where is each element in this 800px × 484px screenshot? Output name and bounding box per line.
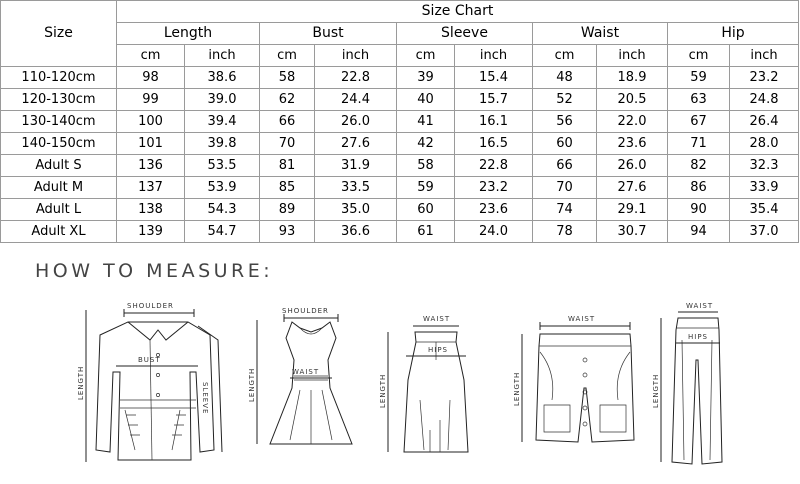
value-cell: 66: [260, 111, 315, 133]
value-cell: 58: [260, 67, 315, 89]
value-cell: 81: [260, 155, 315, 177]
unit-header: inch: [597, 45, 668, 67]
size-cell: Adult XL: [1, 221, 117, 243]
value-cell: 22.8: [455, 155, 533, 177]
shoulder-label: SHOULDER: [282, 307, 329, 315]
group-header: Sleeve: [397, 23, 533, 45]
pants-icon: [652, 302, 722, 464]
value-cell: 36.6: [315, 221, 397, 243]
value-cell: 66: [533, 155, 597, 177]
value-cell: 15.7: [455, 89, 533, 111]
value-cell: 48: [533, 67, 597, 89]
value-cell: 24.8: [730, 89, 799, 111]
value-cell: 85: [260, 177, 315, 199]
value-cell: 70: [260, 133, 315, 155]
value-cell: 33.9: [730, 177, 799, 199]
shoulder-label: SHOULDER: [127, 302, 174, 310]
unit-header: inch: [315, 45, 397, 67]
size-cell: Adult M: [1, 177, 117, 199]
value-cell: 24.4: [315, 89, 397, 111]
value-cell: 61: [397, 221, 455, 243]
how-to-measure-title: HOW TO MEASURE:: [35, 260, 274, 282]
skirt-icon: [379, 315, 468, 452]
dress-icon: [248, 307, 352, 444]
value-cell: 59: [397, 177, 455, 199]
value-cell: 16.5: [455, 133, 533, 155]
value-cell: 93: [260, 221, 315, 243]
value-cell: 30.7: [597, 221, 668, 243]
value-cell: 39.8: [185, 133, 260, 155]
value-cell: 29.1: [597, 199, 668, 221]
value-cell: 54.3: [185, 199, 260, 221]
value-cell: 39.0: [185, 89, 260, 111]
value-cell: 82: [668, 155, 730, 177]
value-cell: 139: [117, 221, 185, 243]
value-cell: 89: [260, 199, 315, 221]
value-cell: 33.5: [315, 177, 397, 199]
length-label: LENGTH: [248, 367, 256, 402]
value-cell: 94: [668, 221, 730, 243]
value-cell: 60: [533, 133, 597, 155]
size-cell: Adult L: [1, 199, 117, 221]
value-cell: 136: [117, 155, 185, 177]
length-label: LENGTH: [379, 373, 387, 408]
waist-label: WAIST: [292, 368, 320, 376]
value-cell: 28.0: [730, 133, 799, 155]
unit-header: cm: [533, 45, 597, 67]
value-cell: 41: [397, 111, 455, 133]
value-cell: 90: [668, 199, 730, 221]
value-cell: 78: [533, 221, 597, 243]
value-cell: 31.9: [315, 155, 397, 177]
group-header: Hip: [668, 23, 799, 45]
value-cell: 54.7: [185, 221, 260, 243]
length-label: LENGTH: [77, 365, 85, 400]
value-cell: 74: [533, 199, 597, 221]
unit-header: inch: [455, 45, 533, 67]
value-cell: 22.0: [597, 111, 668, 133]
value-cell: 32.3: [730, 155, 799, 177]
unit-header: inch: [730, 45, 799, 67]
value-cell: 39.4: [185, 111, 260, 133]
value-cell: 52: [533, 89, 597, 111]
value-cell: 67: [668, 111, 730, 133]
value-cell: 23.6: [597, 133, 668, 155]
value-cell: 23.2: [455, 177, 533, 199]
value-cell: 37.0: [730, 221, 799, 243]
group-header: Bust: [260, 23, 397, 45]
size-cell: 120-130cm: [1, 89, 117, 111]
unit-header: cm: [117, 45, 185, 67]
group-header: Waist: [533, 23, 668, 45]
size-cell: Adult S: [1, 155, 117, 177]
size-cell: 130-140cm: [1, 111, 117, 133]
value-cell: 56: [533, 111, 597, 133]
unit-header: inch: [185, 45, 260, 67]
value-cell: 26.0: [315, 111, 397, 133]
value-cell: 60: [397, 199, 455, 221]
value-cell: 71: [668, 133, 730, 155]
value-cell: 98: [117, 67, 185, 89]
chart-title: Size Chart: [117, 1, 799, 23]
value-cell: 63: [668, 89, 730, 111]
bust-label: BUST: [138, 356, 161, 364]
value-cell: 42: [397, 133, 455, 155]
value-cell: 22.8: [315, 67, 397, 89]
value-cell: 23.6: [455, 199, 533, 221]
value-cell: 35.4: [730, 199, 799, 221]
value-cell: 137: [117, 177, 185, 199]
length-label: LENGTH: [652, 373, 660, 408]
waist-label: WAIST: [423, 315, 451, 323]
value-cell: 99: [117, 89, 185, 111]
shorts-icon: [513, 315, 634, 442]
unit-header: cm: [668, 45, 730, 67]
value-cell: 53.9: [185, 177, 260, 199]
value-cell: 20.5: [597, 89, 668, 111]
value-cell: 26.0: [597, 155, 668, 177]
sleeve-label: SLEEVE: [201, 382, 209, 415]
value-cell: 24.0: [455, 221, 533, 243]
waist-label: WAIST: [568, 315, 596, 323]
value-cell: 62: [260, 89, 315, 111]
size-cell: 110-120cm: [1, 67, 117, 89]
hips-label: HIPS: [428, 346, 448, 354]
value-cell: 58: [397, 155, 455, 177]
value-cell: 26.4: [730, 111, 799, 133]
waist-label: WAIST: [686, 302, 714, 310]
value-cell: 39: [397, 67, 455, 89]
coat-icon: [77, 302, 222, 462]
value-cell: 27.6: [597, 177, 668, 199]
value-cell: 70: [533, 177, 597, 199]
value-cell: 35.0: [315, 199, 397, 221]
value-cell: 53.5: [185, 155, 260, 177]
value-cell: 40: [397, 89, 455, 111]
unit-header: cm: [260, 45, 315, 67]
value-cell: 86: [668, 177, 730, 199]
value-cell: 38.6: [185, 67, 260, 89]
value-cell: 18.9: [597, 67, 668, 89]
value-cell: 27.6: [315, 133, 397, 155]
value-cell: 138: [117, 199, 185, 221]
value-cell: 101: [117, 133, 185, 155]
value-cell: 16.1: [455, 111, 533, 133]
size-cell: 140-150cm: [1, 133, 117, 155]
unit-header: cm: [397, 45, 455, 67]
value-cell: 59: [668, 67, 730, 89]
value-cell: 23.2: [730, 67, 799, 89]
hips-label: HIPS: [688, 333, 708, 341]
length-label: LENGTH: [513, 371, 521, 406]
size-header: Size: [1, 1, 117, 67]
value-cell: 15.4: [455, 67, 533, 89]
value-cell: 100: [117, 111, 185, 133]
group-header: Length: [117, 23, 260, 45]
